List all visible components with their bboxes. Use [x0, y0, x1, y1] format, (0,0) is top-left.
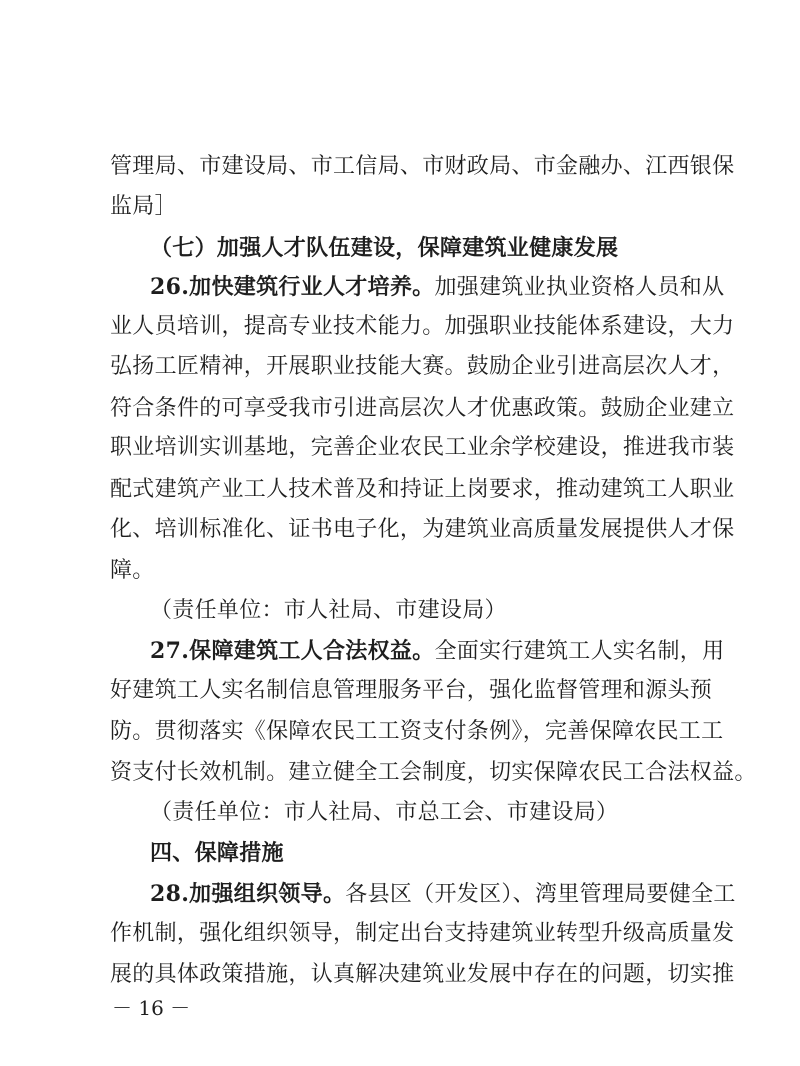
item-27-line: [150, 637, 725, 666]
item-28-line: [150, 880, 736, 909]
paragraph-line: 业人员培训，提高专业技术能力。加强职业技能体系建设，大力: [110, 314, 735, 339]
paragraph-line: 配式建筑产业工人技术普及和持证上岗要求，推动建筑工人职业: [110, 477, 735, 502]
paragraph-line: 管理局、市建设局、市工信局、市财政局、市金融办、江西银保: [110, 154, 735, 179]
responsibility-note: （责任单位：市人社局、市建设局）: [150, 598, 507, 623]
item-26-title: 26.加快建筑行业人才培养。: [150, 274, 435, 300]
paragraph-line: 符合条件的可享受我市引进高层次人才优惠政策。鼓励企业建立: [110, 396, 735, 421]
paragraph-line: 作机制，强化组织领导，制定出台支持建筑业转型升级高质量发: [110, 921, 735, 946]
responsibility-note: （责任单位：市人社局、市总工会、市建设局）: [150, 800, 619, 825]
item-27-text: 全面实行建筑工人实名制，用: [434, 639, 725, 664]
paragraph-line: 展的具体政策措施，认真解决建筑业发展中存在的问题，切实推: [110, 962, 735, 987]
section-heading: 四、保障措施: [150, 840, 284, 866]
paragraph-line: 好建筑工人实名制信息管理服务平台，强化监督管理和源头预: [110, 678, 713, 703]
item-26-text: 加强建筑业执业资格人员和从: [434, 275, 725, 300]
section-heading: （七）加强人才队伍建设，保障建筑业健康发展: [150, 235, 619, 261]
page-number: － 16 －: [112, 996, 191, 1020]
paragraph-line: 防。贯彻落实《保障农民工工资支付条例》，完善保障农民工工: [110, 719, 724, 744]
paragraph-line: 弘扬工匠精神，开展职业技能大赛。鼓励企业引进高层次人才，: [110, 354, 735, 379]
item-28-text: 各县区（开发区）、湾里管理局要健全工: [345, 882, 736, 907]
paragraph-line: 资支付长效机制。建立健全工会制度，切实保障农民工合法权益。: [110, 760, 757, 785]
paragraph-line: 障。: [110, 558, 155, 583]
paragraph-line: 监局］: [110, 194, 177, 219]
item-28-title: 28.加强组织领导。: [150, 881, 346, 907]
item-27-title: 27.保障建筑工人合法权益。: [150, 638, 435, 664]
paragraph-line: 化、培训标准化、证书电子化，为建筑业高质量发展提供人才保: [110, 517, 735, 542]
paragraph-line: 职业培训实训基地，完善企业农民工业余学校建设，推进我市装: [110, 435, 735, 460]
item-26-line: [150, 273, 725, 302]
